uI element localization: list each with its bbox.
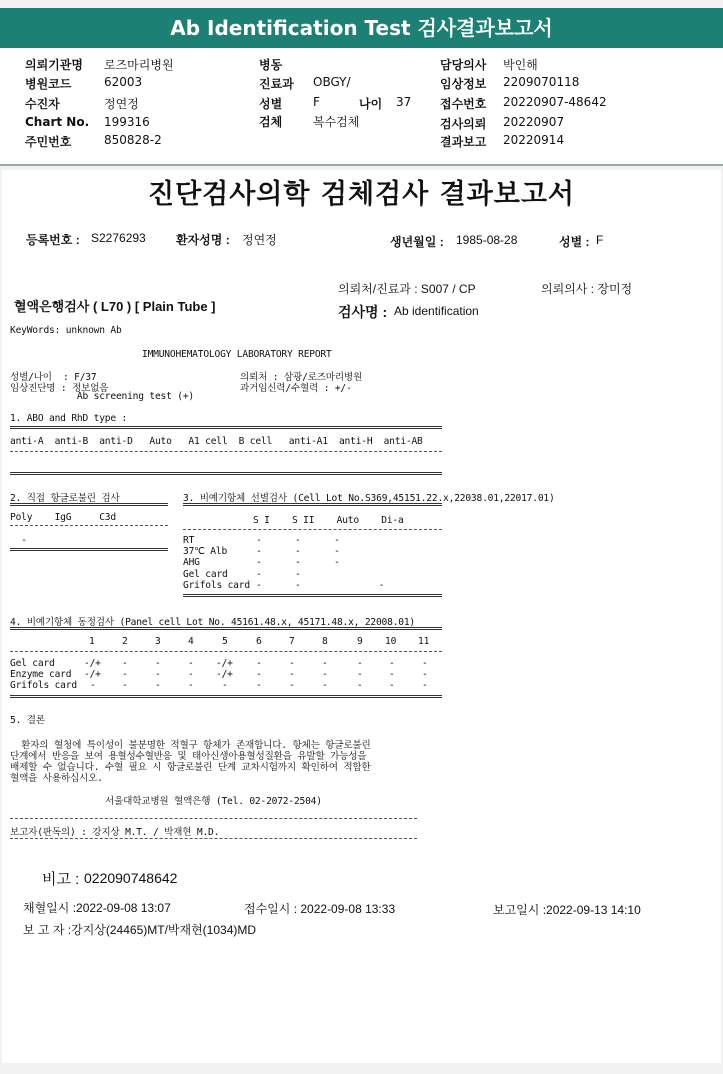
s4-col: 8 (322, 636, 328, 647)
label-report-date: 결과보고 (440, 135, 487, 149)
s4-col: 2 (122, 636, 128, 647)
s4-cell: -/+ (84, 669, 101, 680)
s2-rule-mid (10, 525, 168, 526)
s4-cell: - (256, 680, 262, 691)
s4-row-label: Enzyme card (10, 669, 72, 680)
s3-row-label: AHG (183, 557, 200, 568)
s3-row-label: Grifols card (183, 580, 250, 591)
s4-cell: - (322, 658, 328, 669)
meta-diagnosis: 임상진단명 : 정보없음 (10, 383, 109, 394)
s4-cell: - (357, 680, 363, 691)
s4-col: 6 (256, 636, 262, 647)
s1-rule-mid (10, 451, 442, 452)
s4-cell: - (389, 658, 395, 669)
s4-cell: - (422, 680, 428, 691)
report-banner-title: Ab Identification Test 검사결과보고서 (0, 8, 723, 48)
label-reg-no: 등록번호 : (26, 233, 80, 247)
s4-cell: -/+ (216, 658, 233, 669)
receipt-time: 접수일시 : 2022-09-08 13:33 (244, 902, 396, 916)
s1-rule-bottom (10, 472, 442, 475)
s4-cell: - (122, 680, 128, 691)
label-chart-no: Chart No. (25, 115, 90, 129)
main-title: 진단검사의학 검체검사 결과보고서 (147, 179, 576, 210)
s4-rule-top (10, 627, 442, 630)
s3-columns: S I S II Auto Di-a (253, 515, 404, 526)
value-hospital-code: 62003 (104, 75, 143, 89)
s4-cell: - (155, 680, 161, 691)
collection-time: 채혈일시 :2022-09-08 13:07 (23, 901, 171, 915)
s4-row-label: Gel card (10, 658, 55, 669)
s4-col: 4 (188, 636, 194, 647)
s4-cell: - (256, 658, 262, 669)
lab-report-title: IMMUNOHEMATOLOGY LABORATORY REPORT (142, 349, 332, 360)
label-department: 진료과 (259, 77, 294, 91)
s2-rule-top (10, 503, 168, 506)
s4-col: 5 (222, 636, 228, 647)
s4-cell: - (289, 658, 295, 669)
label-clinical-info: 임상정보 (440, 77, 487, 91)
s2-columns: Poly IgG C3d (10, 512, 116, 523)
s3-row-values: - - - (256, 546, 340, 557)
s4-cell: - (422, 669, 428, 680)
s4-rule-mid (10, 651, 442, 652)
meta-sex-age: 성별/나이 : F/37 (10, 372, 97, 383)
s4-cell: - (122, 669, 128, 680)
s4-row-grifols (2, 680, 442, 692)
s4-col: 1 (89, 636, 95, 647)
s4-col: 9 (357, 636, 363, 647)
label-specimen: 검체 (259, 115, 283, 129)
s4-cell: - (155, 669, 161, 680)
label-sex: 성별 (259, 97, 283, 111)
s4-cell: - (322, 680, 328, 691)
s3-row-label: Gel card (183, 569, 228, 580)
label-dob: 생년월일 : (390, 235, 444, 249)
conclusion-line: 배제할 수 없습니다. 수혈 필요 시 항글로불린 단계 교차시험까지 확인하여 적합한 (10, 762, 371, 773)
s4-cell: - (289, 680, 295, 691)
report-time: 보고일시 :2022-09-13 14:10 (493, 903, 641, 917)
value-remark: 022090748642 (84, 870, 178, 886)
value-department: OBGY/ (313, 75, 351, 89)
label-resident-no: 주민번호 (25, 135, 72, 149)
label-receipt-no: 접수번호 (440, 97, 487, 111)
patient-header (0, 48, 723, 166)
conclusion-line: 환자의 혈청에 특이성이 불분명한 적혈구 항체가 존재합니다. 항체는 항글로불린 (10, 740, 371, 751)
label-institution: 의뢰기관명 (25, 58, 83, 72)
s3-row-label: RT (183, 535, 195, 546)
s1-rule-top (10, 426, 442, 429)
meta-screening: Ab screening test (+) (10, 391, 195, 402)
s1-title: 1. ABO and RhD type : (10, 413, 128, 424)
label-request-date: 검사의뢰 (440, 117, 487, 131)
keywords: KeyWords: unknown Ab (10, 325, 122, 336)
s4-cell: - (357, 658, 363, 669)
s4-cell: -/+ (216, 669, 233, 680)
s3-row-values: - - - (256, 557, 340, 568)
reporter: 보고자(판독의) : 강지상 M.T. / 박재현 M.D. (10, 827, 220, 838)
requester: 의뢰처/진료과 : S007 / CP (338, 282, 476, 296)
value-institution: 로즈마리병원 (104, 58, 174, 72)
s5-title: 5. 결론 (10, 715, 45, 726)
s4-col: 10 (385, 636, 397, 647)
s4-title: 4. 비예기항체 동정검사 (Panel cell Lot No. 45161.48.x, 45171.48.x, 22008.01) (10, 617, 416, 628)
value-doctor: 박인해 (503, 58, 538, 72)
s4-col: 7 (289, 636, 295, 647)
s4-cell: - (389, 669, 395, 680)
s2-title: 2. 직접 항글로불린 검사 (10, 493, 120, 504)
value-patient: 정연정 (104, 97, 139, 111)
request-doctor: 의뢰의사 : 장미정 (541, 282, 633, 296)
value-request-date: 20220907 (503, 115, 565, 129)
value-sex: F (313, 95, 320, 109)
s4-cell: - (90, 680, 96, 691)
s3-row-values: - - - (256, 535, 340, 546)
s4-cell: - (155, 658, 161, 669)
s4-cell: - (122, 658, 128, 669)
value-test-name: Ab identification (394, 304, 479, 318)
s4-cell: -/+ (84, 658, 101, 669)
s3-row-values: - - - (256, 580, 385, 591)
report-paper (2, 170, 721, 1063)
s4-cell: - (256, 669, 262, 680)
label-age: 나이 (359, 97, 383, 111)
value-resident-no: 850828-2 (104, 133, 162, 147)
label-patient: 수진자 (25, 97, 60, 111)
label-doctor: 담당의사 (440, 58, 487, 72)
value-receipt-no: 20220907-48642 (503, 95, 607, 109)
value-report-date: 20220914 (503, 133, 565, 147)
value-sex2: F (596, 233, 604, 247)
s4-cell: - (389, 680, 395, 691)
s4-cell: - (188, 669, 194, 680)
section-title: 혈액은행검사 ( L70 ) [ Plain Tube ] (14, 299, 216, 314)
label-test-name: 검사명 : (338, 304, 388, 320)
s4-cell: - (289, 669, 295, 680)
reporter-summary: 보 고 자 :강지상(24465)MT/박재현(1034)MD (23, 923, 257, 937)
value-specimen: 복수검체 (313, 115, 360, 129)
s4-cell: - (357, 669, 363, 680)
reporter-rule-top (10, 818, 417, 819)
label-remark: 비고 : (42, 871, 80, 888)
s4-cell: - (188, 680, 194, 691)
meta-history: 과거임신력/수혈력 : +/- (240, 383, 352, 394)
label-hospital-code: 병원코드 (25, 77, 72, 91)
value-clinical-info: 2209070118 (503, 75, 580, 89)
value-dob: 1985-08-28 (456, 233, 518, 247)
meta-requester: 의뢰처 : 삼광/로즈마리병원 (240, 372, 363, 383)
blood-bank: 서울대학교병원 혈액은행 (Tel. 02-2072-2504) (105, 796, 322, 807)
label-sex2: 성별 : (559, 235, 590, 249)
value-patient-name: 정연정 (242, 233, 277, 247)
s4-cell: - (422, 658, 428, 669)
value-age: 37 (396, 95, 412, 109)
s3-rule-bottom (183, 594, 442, 597)
s3-rule-mid (183, 529, 442, 530)
s4-column-header (2, 636, 442, 649)
s4-rule-bottom (10, 695, 442, 698)
conclusion-line: 혈액을 사용하십시오. (10, 773, 103, 784)
s3-row-label: 37℃ Alb (183, 546, 228, 557)
s4-col: 3 (155, 636, 161, 647)
s1-columns: anti-A anti-B anti-D Auto A1 cell B cell anti-A1 anti-H anti-AB (10, 436, 423, 447)
label-ward: 병동 (259, 58, 283, 72)
label-patient-name: 환자성명 : (176, 233, 230, 247)
s2-rule-bottom (10, 548, 168, 551)
reporter-rule-bottom (10, 838, 417, 839)
s3-row-values: - - (256, 569, 301, 580)
s4-col: 11 (418, 636, 430, 647)
s4-cell: - (322, 669, 328, 680)
s2-value: - (10, 535, 27, 546)
s3-title: 3. 비예기항체 선별검사 (Cell Lot No.S369,45151.22.x,22038.01,22017.01) (183, 493, 555, 504)
value-reg-no: S2276293 (91, 231, 146, 245)
s4-cell: - (188, 658, 194, 669)
conclusion-line: 단계에서 반응을 보여 용혈성수혈반응 및 태아신생아용혈성질환을 유발할 가능성을 (10, 751, 367, 762)
value-chart-no: 199316 (104, 115, 150, 129)
s4-row-label: Grifols card (10, 680, 77, 691)
s4-cell: - (222, 680, 228, 691)
s3-rule-top (183, 503, 442, 506)
